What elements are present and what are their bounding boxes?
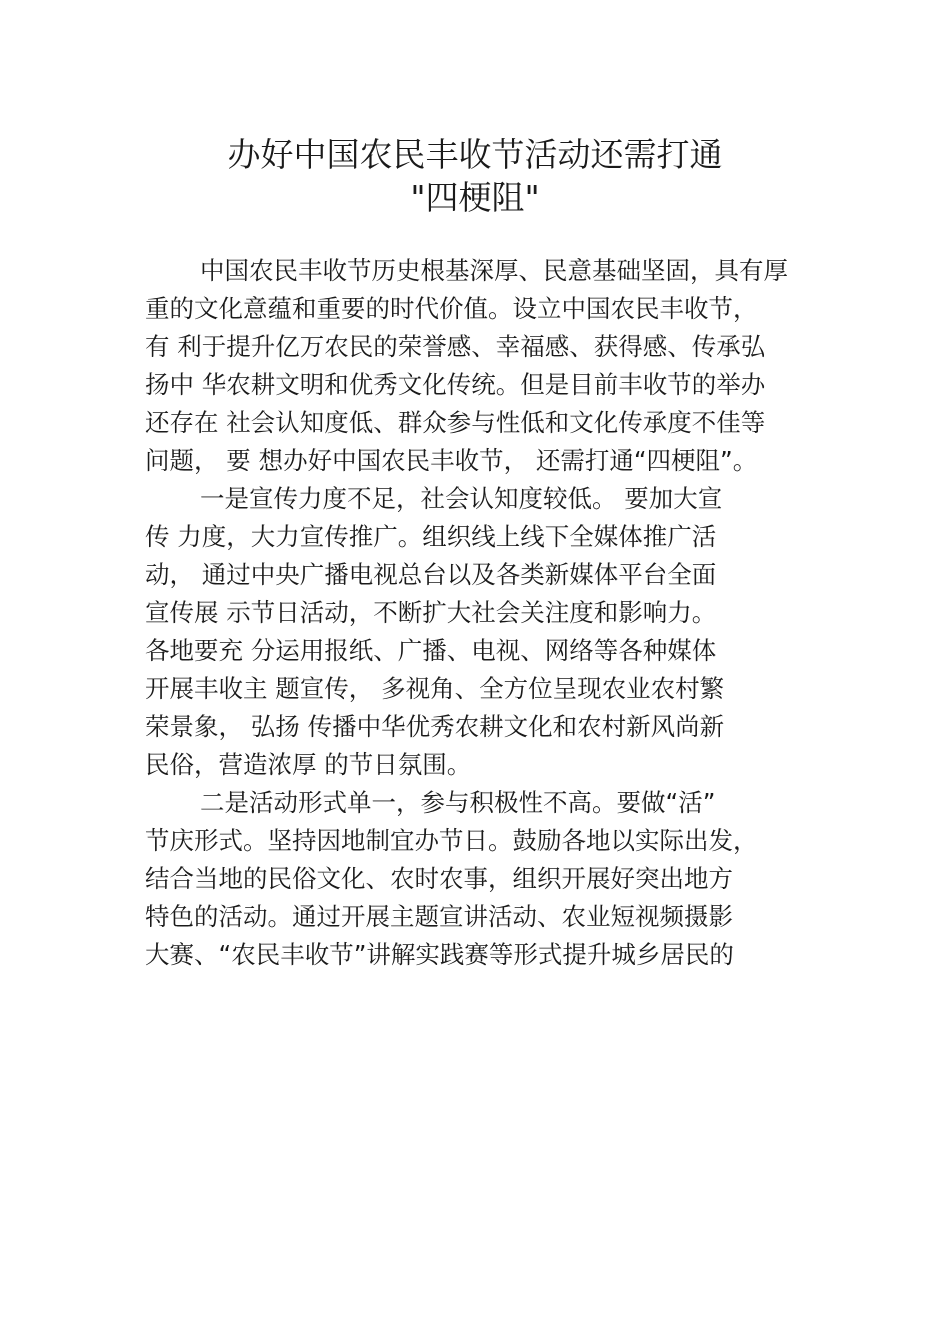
text-line: 节庆形式。坚持因地制宜办节日。鼓励各地以实际出发， xyxy=(145,826,758,855)
text-line: 中国农民丰收节历史根基深厚、民意基础坚固，具有厚 xyxy=(200,256,788,285)
text-line: 结合当地的民俗文化、农时农事，组织开展好突出地方 xyxy=(145,864,733,893)
text-line: 开展丰收主 题宣传， 多视角、全方位呈现农业农村繁 xyxy=(145,674,725,703)
text-line: 特色的活动。通过开展主题宣讲活动、农业短视频摄影 xyxy=(145,902,733,931)
title-line: 办好中国农民丰收节活动还需打通 xyxy=(227,135,723,174)
paragraph-publicity xyxy=(145,480,825,784)
text-line: 扬中 华农耕文明和优秀文化传统。但是目前丰收节的举办 xyxy=(145,370,766,399)
text-line: 重的文化意蕴和重要的时代价值。设立中国农民丰收节， xyxy=(145,294,758,323)
text-line: 荣景象， 弘扬 传播中华优秀农耕文化和农村新风尚新 xyxy=(145,712,725,741)
text-line: 大赛、“农民丰收节”讲解实践赛等形式提升城乡居民的 xyxy=(145,940,734,969)
text-line: 问题， 要 想办好中国农民丰收节， 还需打通“四梗阻”。 xyxy=(145,446,758,475)
text-line: 一是宣传力度不足，社会认知度较低。 要加大宣 xyxy=(200,484,723,513)
text-line: 传 力度，大力宣传推广。组织线上线下全媒体推广活 xyxy=(145,522,717,551)
document-body xyxy=(145,252,825,974)
document-title xyxy=(0,133,950,219)
text-line: 各地要充 分运用报纸、广播、电视、网络等各种媒体 xyxy=(145,636,717,665)
text-line: 二是活动形式单一，参与积极性不高。要做“活” xyxy=(200,788,716,817)
paragraph-intro xyxy=(145,252,825,480)
title-line: "四梗阻" xyxy=(410,178,540,217)
text-line: 还存在 社会认知度低、群众参与性低和文化传承度不佳等 xyxy=(145,408,766,437)
text-line: 宣传展 示节日活动，不断扩大社会关注度和影响力。 xyxy=(145,598,717,627)
text-line: 民俗，营造浓厚 的节日氛围。 xyxy=(145,750,472,779)
text-line: 有 利于提升亿万农民的荣誉感、幸福感、获得感、传承弘 xyxy=(145,332,766,361)
text-line: 动， 通过中央广播电视总台以及各类新媒体平台全面 xyxy=(145,560,717,589)
paragraph-activities xyxy=(145,784,825,974)
